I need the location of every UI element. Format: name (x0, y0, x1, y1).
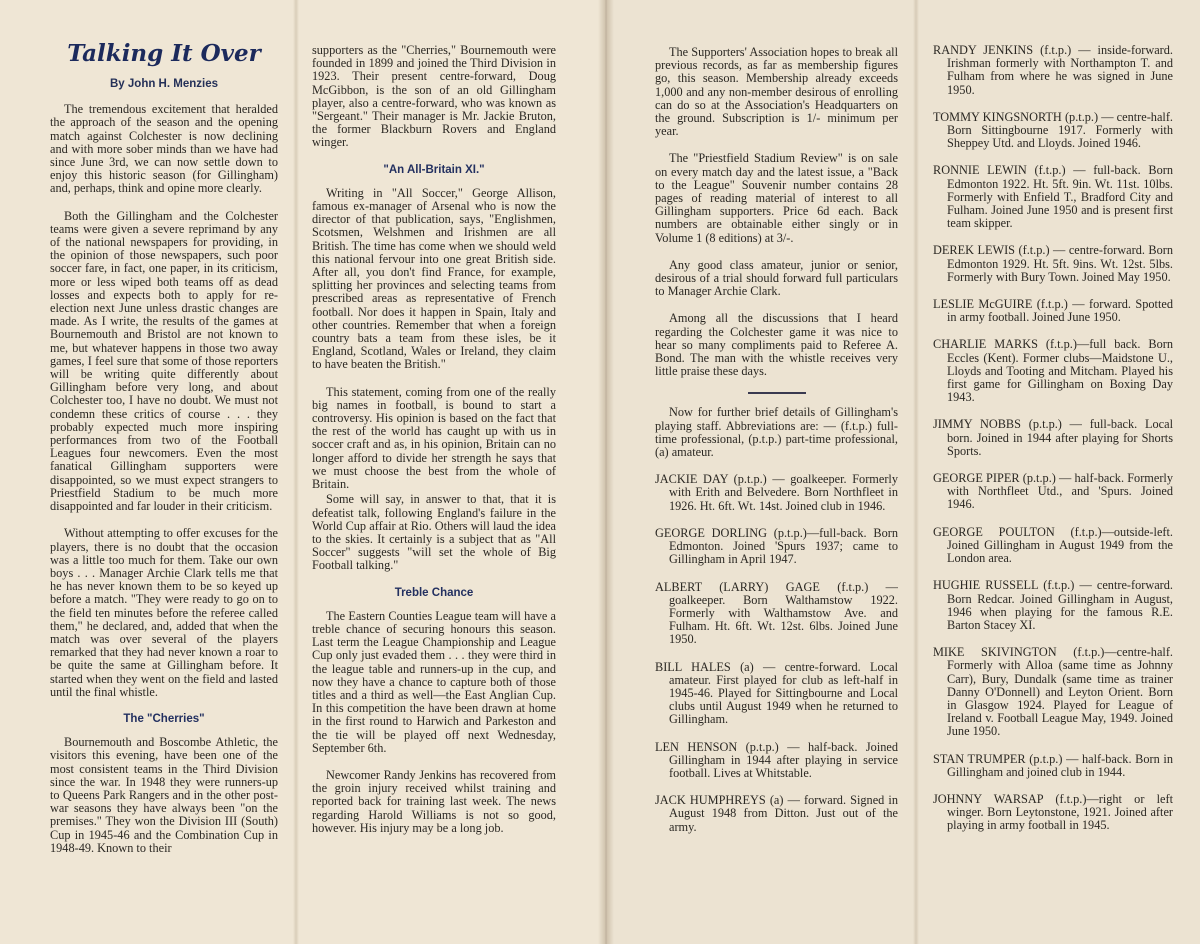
paragraph: The Supporters' Association hopes to break all previous records, as far as membership figures go, this season. Membership already exceeds 1,000 and any non-member desirous of enrolling can do so at the Association's Headquarters on the ground. Subscription is 1/- minimum per year. (655, 45, 898, 139)
player-name: RANDY JENKINS (933, 43, 1034, 57)
left-crease (293, 0, 299, 944)
subheading: "An All-Britain XI." (383, 163, 485, 176)
column-3 (655, 46, 898, 848)
paragraph: supporters as the "Cherries," Bournemouth were founded in 1899 and joined the Third Division in 1923. Their present centre-forward, Doug McGibbon, is the son of an old Gillingham player, also a centre-forward, who was known as "Sergeant." Their manager is Mr. Jackie Bruton, the former Blackburn Rovers and England winger. (312, 43, 556, 150)
player-details: (f.t.p.)—full back. Born Eccles (Kent). Former clubs—Maidstone U., Lloyds and Tooting and Mitcham. Played his first game for Gillingham on Boxing Day 1943. (947, 337, 1173, 405)
player-name: JIMMY NOBBS (933, 417, 1021, 432)
player-entry (933, 646, 1173, 738)
player-details: (f.t.p.) — forward. Spotted in army football. Joined June 1950. (947, 297, 1173, 325)
player-name: JOHNNY WARSAP (933, 791, 1044, 806)
paragraph: Both the Gillingham and the Colchester teams were given a severe reprimand by any of the national newspapers for providing, in the opinion of those newspapers, such poor soccer fare, in fact, one paper, in its criticism, more or less wiped both teams off as dead losses and expects both to apply for re-election next June unless drastic changes are made. As I write, the results of the games at Bournemouth and Bristol are not known to me, but whatever happens in those two away games, I feel sure that some of those reporters will be writing quite differently about Gillingham before very long, and about Colchester too, I have no doubt. We must not condemn these critics of course . . . they probably expected much more inspiring performances from two of the Football Leagues four newcomers. Even the most fanatical Gillingham supporters were disappointed, so we must expect strangers to Priestfield Stadium to be much more disappointed and far louder in their criticism. (50, 208, 278, 514)
right-crease (913, 0, 919, 944)
player-entry (933, 526, 1173, 566)
player-details: (f.t.p.)—outside-left. Joined Gillingham in August 1949 from the London area. (947, 524, 1173, 566)
paragraph: Among all the discussions that I heard regarding the Colchester game it was nice to hear so many compliments paid to Referee A. Bond. The man with the whistle receives very little praise these days. (655, 311, 898, 379)
paragraph: Any good class amateur, junior or senior, desirous of a trial should forward full particulars to Manager Archie Clark. (655, 257, 898, 299)
center-fold (598, 0, 614, 944)
paragraph: Newcomer Randy Jenkins has recovered from the groin injury received whilst training and reported back for training last week. The news regarding Harold Williams is not so good, however. His injury may be a long job. (312, 767, 556, 835)
player-name: ALBERT (LARRY) GAGE (655, 579, 820, 594)
paragraph: Now for further brief details of Gillingham's playing staff. Abbreviations are: — (f.t.p.) full-time professional, (p.t.p.) part-time professional, (a) amateur. (655, 405, 898, 460)
paragraph: The "Priestfield Stadium Review" is on sale on every match day and the latest issue, a "Back to the League" Souvenir number contains 28 pages of reading material of interest to all Gillingham supporters. Price 6d each. Back numbers are obtainable either singly or in Volume 1 (8 editions) at 3/-. (655, 151, 898, 245)
column-4 (933, 44, 1173, 847)
player-details: (f.t.p.) — inside-forward. Irishman formerly with Northampton T. and Fulham from where he was signed in June 1950. (947, 43, 1173, 97)
player-name: TOMMY KINGSNORTH (933, 109, 1062, 124)
player-details: (p.t.p.) — half-back. Born in Gillingham and joined club in 1944. (947, 751, 1173, 779)
article-byline: By John H. Menzies (110, 78, 218, 90)
player-name: HUGHIE RUSSELL (933, 578, 1039, 593)
player-entry (655, 581, 898, 647)
divider-rule (748, 392, 806, 394)
player-details: (f.t.p.)—right or left winger. Born Leytonstone, 1921. Joined after playing in army football in 1945. (947, 791, 1174, 833)
player-name: STAN TRUMPER (933, 751, 1026, 766)
player-details: (p.t.p.) — half-back. Joined Gillingham in 1944 after playing in service football. Lives at Whitstable. (669, 739, 898, 780)
player-details: (f.t.p.) — full-back. Born Edmonton 1922. Ht. 5ft. 9in. Wt. 11st. 10lbs. Formerly with Enfield T., Bradford City and Fulham. Joined June 1950 and is present first team skipper. (947, 163, 1173, 231)
paragraph: The tremendous excitement that heralded the approach of the season and the opening match against Colchester is now declining and with more sober minds than we have had since June 3rd, we can now settle down to enjoy this historic season (for Gillingham) and, perhaps, think and opine more clearly. (50, 102, 278, 196)
player-entry (655, 794, 898, 834)
player-details: (a) — centre-forward. Local amateur. First played for club as left-half in 1945-46. Played for Sittingbourne and Local clubs until August 1949 when he returned to Gillingham. (669, 659, 899, 727)
player-entry (933, 793, 1173, 833)
player-details: (p.t.p.) — centre-half. Born Sittingbourne 1917. Formerly with Sheppey Utd. and Lloyds. Joined 1946. (947, 109, 1174, 151)
player-entry (655, 473, 898, 513)
player-details: (p.t.p.) — goalkeeper. Formerly with Erith and Belvedere. Born Northfleet in 1926. Ht. 6ft. Wt. 14st. Joined club in 1946. (669, 472, 898, 513)
player-details: (a) — forward. Signed in August 1948 from Ditton. Just out of the army. (669, 793, 898, 834)
player-list (655, 473, 898, 833)
player-name: LESLIE McGUIRE (933, 297, 1033, 312)
player-list (933, 44, 1173, 833)
player-name: BILL HALES (655, 659, 731, 674)
paragraph: Bournemouth and Boscombe Athletic, the visitors this evening, have been one of the most consistent teams in the Third Division since the war. In 1948 they were runners-up to Queens Park Rangers and in the other post-war seasons they have always been "on the premises." They won the Division III (South) Cup in 1945-46 and the Combination Cup in 1948-49. Known to their (50, 735, 278, 855)
subheading: Treble Chance (394, 586, 474, 599)
player-name: JACK HUMPHREYS (655, 793, 766, 808)
player-entry (933, 418, 1173, 458)
player-entry (933, 111, 1173, 151)
player-name: RONNIE LEWIN (933, 163, 1027, 178)
player-name: GEORGE PIPER (933, 471, 1020, 486)
player-entry (933, 164, 1173, 230)
player-entry (933, 472, 1173, 512)
column-2 (312, 44, 556, 849)
paragraph: Writing in "All Soccer," George Allison, famous ex-manager of Arsenal who is now the director of that publication, says, "Englishmen, Scotsmen, Welshmen and Irishmen are all British. The time has come when we should weld this national fervour into one great British side. After all, you don't find France, for example, splitting her provinces and selecting teams from prescribed areas as representative of French football. Nor does it happen in Spain, Italy and other countries. Remember that when a foreign country bats a team from these isles, be it England, Scotland, Wales or Ireland, they claim to have beaten the British." (312, 185, 556, 372)
player-name: LEN HENSON (655, 739, 738, 754)
player-entry (655, 527, 898, 567)
paragraph: Some will say, in answer to that, that it is defeatist talk, following England's failure in the World Cup affair at Rio. Others will laud the idea to the skies. It certainly is a subject that as "All Soccer" suggests "will set the whole of Big Football talking." (312, 492, 556, 573)
player-name: GEORGE POULTON (933, 524, 1055, 539)
player-entry (933, 244, 1173, 284)
player-name: DEREK LEWIS (933, 243, 1016, 258)
paragraph: The Eastern Counties League team will have a treble chance of securing honours this season. Last term the League Championship and League Cup only just evaded them . . . they were third in the league table and runners-up in the cup, and now they have a chance to capture both of those titles and a third as well—the East Anglian Cup. In this competition the have been drawn at home in the first round to Harwich and Parkeston and the tie will be played off next Wednesday, September 6th. (312, 608, 556, 755)
player-name: MIKE SKIVINGTON (933, 645, 1057, 660)
player-name: JACKIE DAY (655, 472, 729, 487)
player-entry (933, 44, 1173, 97)
article-title: Talking It Over (67, 40, 261, 67)
column-1 (50, 40, 278, 855)
player-details: (p.t.p.) — full-back. Local born. Joined in 1944 after playing for Shorts Sports. (947, 417, 1173, 458)
player-name: GEORGE DORLING (655, 525, 767, 540)
player-entry (933, 753, 1173, 779)
player-entry (655, 741, 898, 781)
player-entry (655, 661, 898, 727)
subheading: The "Cherries" (123, 712, 205, 725)
player-entry (933, 579, 1173, 632)
paragraph: Without attempting to offer excuses for the players, there is no doubt that the occasion was a little too much for them. Take our own boys . . . Manager Archie Clark tells me that he has never known them to be so keyed up before a match. "They were ready to go on to the field ten minutes before the referee called them," he declared, and, added that when the match was over several of the players remarked that they had never known a roar to be quite the same at Gillingham before. It started when they went on the field and lasted until the final whistle. (50, 526, 278, 699)
player-entry (933, 298, 1173, 324)
player-details: (p.t.p.)—full-back. Born Edmonton. Joined 'Spurs 1937; came to Gillingham in April 1947. (669, 525, 898, 567)
paragraph: This statement, coming from one of the really big names in football, is bound to start a controversy. His opinion is based on the fact that the rest of the world has caught up with us in soccer craft and as, in his opinion, Britain can no longer afford to divide her strength he says that we must choose the best from the whole of Britain. (312, 384, 556, 492)
player-details: (f.t.p.) — centre-forward. Born Edmonton 1929. Ht. 5ft. 9ins. Wt. 12st. 5lbs. Formerly with Bury Town. Joined May 1950. (947, 243, 1174, 284)
player-details: (f.t.p.) — goalkeeper. Born Walthamstow 1922. Formerly with Walthamstow Ave. and Fulham. Ht. 6ft. Wt. 12st. 6lbs. Joined June 1950. (669, 579, 898, 647)
player-details: (f.t.p.)—centre-half. Formerly with Alloa (same time as Johnny Carr), Bury, Dundalk (same time as trainer Danny O'Donnell) and Leyton Orient. Born in Glasgow 1924. Played for League of Ireland v. Football League May, 1949. Joined June 1950. (947, 645, 1173, 739)
player-name: CHARLIE MARKS (933, 337, 1038, 352)
player-details: (p.t.p.) — half-back. Formerly with Northfleet Utd., and 'Spurs. Joined 1946. (947, 471, 1173, 512)
player-details: (f.t.p.) — centre-forward. Born Redcar. Joined Gillingham in August, 1946 when playing for the famous R.E. Barton Stacey XI. (947, 578, 1174, 632)
player-entry (933, 338, 1173, 404)
